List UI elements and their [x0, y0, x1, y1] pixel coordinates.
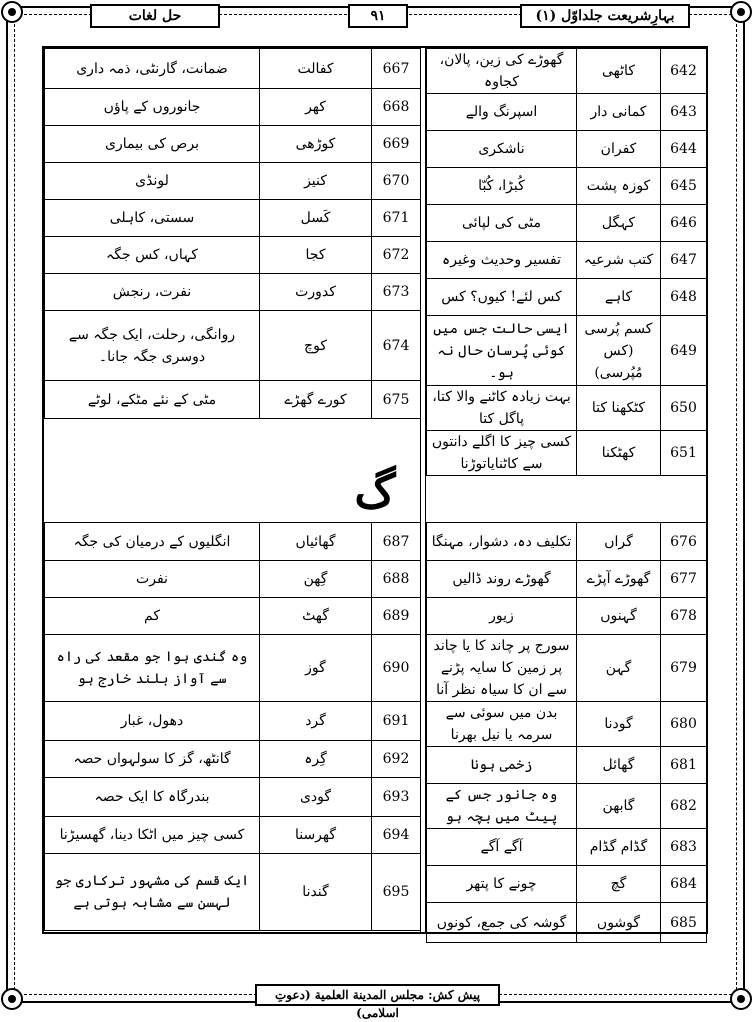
entry-meaning: سورج پر چاند کا یا چاند پر زمین کا سایہ پڑنے سے ان کا سیاہ نظر آنا: [427, 635, 577, 702]
entry-meaning: ناشکری: [427, 131, 577, 168]
section-letter-heading: گ: [354, 464, 396, 518]
entry-meaning: جانوروں کے پاؤں: [45, 89, 260, 126]
entry-word: گراں: [577, 523, 661, 561]
entry-word: گابھن: [577, 784, 661, 829]
entry-word: گچ: [577, 866, 661, 903]
entry-meaning: لونڈی: [45, 163, 260, 200]
table-row: [427, 242, 707, 279]
entry-word: گہنوں: [577, 598, 661, 635]
entry-meaning: ایک قسم کی مشہور ترکاری جو لہسن سے مشابہ ہوتی ہے: [45, 854, 260, 931]
entry-meaning: کس لئے! کیوں؟ کس: [427, 279, 577, 316]
entry-word: گوز: [260, 635, 372, 702]
entry-word: کتب شرعیہ: [577, 242, 661, 279]
table-row: [427, 168, 707, 205]
table-row: [45, 274, 421, 311]
entry-number: 688: [372, 561, 421, 598]
entry-meaning: کم: [45, 598, 260, 635]
entry-meaning: وہ گندی ہوا جو مقعد کی راہ سے آواز بلند خارج ہو: [45, 635, 260, 702]
entry-number: 687: [372, 523, 421, 561]
entry-number: 672: [372, 237, 421, 274]
entry-meaning: برص کی بیماری: [45, 126, 260, 163]
entry-number: 694: [372, 817, 421, 854]
table-row: [427, 279, 707, 316]
table-k-right: [426, 48, 707, 476]
entry-number: 649: [661, 316, 707, 386]
entry-meaning: نفرت: [45, 561, 260, 598]
entry-word: گودی: [260, 778, 372, 817]
table-row: [427, 903, 707, 943]
table-row: [45, 598, 421, 635]
entry-number: 674: [372, 311, 421, 381]
table-row: [427, 131, 707, 168]
entry-number: 647: [661, 242, 707, 279]
table-row: [45, 49, 421, 89]
table-row: [427, 784, 707, 829]
entry-meaning: گانٹھ، گز کا سولہواں حصہ: [45, 741, 260, 778]
entry-number: 673: [372, 274, 421, 311]
entry-number: 692: [372, 741, 421, 778]
entry-word: گرد: [260, 702, 372, 741]
entry-word: کجا: [260, 237, 372, 274]
table-row: [45, 311, 421, 381]
entry-number: 667: [372, 49, 421, 89]
entry-word: گھرسنا: [260, 817, 372, 854]
entry-meaning: کسی چیز میں اٹکا دینا، گھسیڑنا: [45, 817, 260, 854]
table-row: [427, 702, 707, 747]
entry-word: کدورت: [260, 274, 372, 311]
corner-ornament-top-left: [1, 1, 23, 23]
entry-word: کٹکھنا کتا: [577, 386, 661, 431]
table-row: [45, 854, 421, 931]
table-row: [45, 381, 421, 419]
entry-number: 651: [661, 431, 707, 476]
table-row: [427, 635, 707, 702]
entry-number: 685: [661, 903, 707, 943]
table-row: [45, 523, 421, 561]
entry-number: 684: [661, 866, 707, 903]
table-row: [427, 205, 707, 242]
entry-meaning: بندرگاہ کا ایک حصہ: [45, 778, 260, 817]
entry-meaning: کہاں، کس جگہ: [45, 237, 260, 274]
entry-number: 693: [372, 778, 421, 817]
entry-number: 646: [661, 205, 707, 242]
entry-number: 690: [372, 635, 421, 702]
entry-word: کمانی دار: [577, 94, 661, 131]
header-page-number: ۹۱: [348, 4, 408, 28]
entry-word: کھر: [260, 89, 372, 126]
entry-number: 681: [661, 747, 707, 784]
header-section-label: حل لغات: [90, 4, 220, 28]
entry-meaning: زخمی ہونا: [427, 747, 577, 784]
entry-meaning: گوشہ کی جمع، کونوں: [427, 903, 577, 943]
entry-number: 670: [372, 163, 421, 200]
table-row: [45, 200, 421, 237]
table-g-right: [426, 522, 707, 943]
entry-number: 642: [661, 49, 707, 94]
entry-meaning: وہ جانور جس کے پیٹ میں بچہ ہو: [427, 784, 577, 829]
entry-word: کوڑھی: [260, 126, 372, 163]
entry-meaning: کُبڑا، کُبّا: [427, 168, 577, 205]
entry-number: 691: [372, 702, 421, 741]
entry-meaning: زیور: [427, 598, 577, 635]
table-row: [427, 747, 707, 784]
table-row: [427, 829, 707, 866]
table-row: [427, 386, 707, 431]
entry-meaning: گھوڑے روند ڈالیں: [427, 561, 577, 598]
corner-ornament-bottom-left: [1, 988, 23, 1010]
entry-word: کفران: [577, 131, 661, 168]
entry-number: 676: [661, 523, 707, 561]
entry-meaning: تفسیر وحدیث وغیرہ: [427, 242, 577, 279]
entry-number: 643: [661, 94, 707, 131]
entry-word: گھائل: [577, 747, 661, 784]
entry-word: گڈام گڈام: [577, 829, 661, 866]
entry-number: 689: [372, 598, 421, 635]
entry-meaning: ایسی حالت جس میں کوئی پُرسان حال نہ ہو۔: [427, 316, 577, 386]
entry-word: گھوڑے آپڑے: [577, 561, 661, 598]
entry-number: 650: [661, 386, 707, 431]
entry-meaning: بہت زیادہ کاٹنے والا کتا، پاگل کتا: [427, 386, 577, 431]
entry-word: گودنا: [577, 702, 661, 747]
entry-meaning: گھوڑے کی زین، پالان، کجاوہ: [427, 49, 577, 94]
entry-meaning: تکلیف دہ، دشوار، مہنگا: [427, 523, 577, 561]
entry-word: گوشوں: [577, 903, 661, 943]
entry-number: 668: [372, 89, 421, 126]
footer-publisher: پیش کش: مجلس المدینة العلمیة (دعوتِ اسلامی): [255, 984, 500, 1006]
entry-word: گہن: [577, 635, 661, 702]
entry-word: کوزہ پشت: [577, 168, 661, 205]
table-row: [427, 598, 707, 635]
entry-number: 644: [661, 131, 707, 168]
entry-number: 645: [661, 168, 707, 205]
entry-word: گندنا: [260, 854, 372, 931]
entry-meaning: مٹی کے نئے مٹکے، لوٹے: [45, 381, 260, 419]
entry-meaning: سستی، کاہلی: [45, 200, 260, 237]
header-book-title: بہارِشریعت جلداوّل (۱): [520, 4, 690, 28]
table-row: [45, 126, 421, 163]
table-row: [45, 741, 421, 778]
corner-ornament-bottom-right: [730, 988, 752, 1010]
entry-number: 669: [372, 126, 421, 163]
entry-number: 695: [372, 854, 421, 931]
table-row: [45, 817, 421, 854]
table-row: [45, 778, 421, 817]
table-row: [45, 702, 421, 741]
entry-meaning: مٹی کی لپائی: [427, 205, 577, 242]
entry-word: کہگل: [577, 205, 661, 242]
entry-meaning: چونے کا پتھر: [427, 866, 577, 903]
table-row: [427, 523, 707, 561]
entry-meaning: انگلیوں کے درمیان کی جگہ: [45, 523, 260, 561]
entry-word: کاہے: [577, 279, 661, 316]
table-row: [45, 561, 421, 598]
entry-word: گھٹ: [260, 598, 372, 635]
entry-number: 648: [661, 279, 707, 316]
entry-number: 679: [661, 635, 707, 702]
table-row: [45, 635, 421, 702]
entry-number: 683: [661, 829, 707, 866]
corner-ornament-top-right: [730, 1, 752, 23]
entry-word: گِرہ: [260, 741, 372, 778]
entry-number: 678: [661, 598, 707, 635]
table-row: [45, 237, 421, 274]
table-row: [45, 163, 421, 200]
entry-number: 680: [661, 702, 707, 747]
entry-meaning: کسی چیز کا اگلے دانتوں سے کاٹنایاتوڑنا: [427, 431, 577, 476]
entry-meaning: آگے آگے: [427, 829, 577, 866]
entry-meaning: روانگی، رحلت، ایک جگہ سے دوسری جگہ جانا۔: [45, 311, 260, 381]
entry-word: کورے گھڑے: [260, 381, 372, 419]
table-row: [427, 94, 707, 131]
entry-number: 682: [661, 784, 707, 829]
table-row: [427, 866, 707, 903]
entry-word: کفالت: [260, 49, 372, 89]
entry-word: کنیز: [260, 163, 372, 200]
entry-meaning: اسپرنگ والے: [427, 94, 577, 131]
table-g-left: [44, 522, 421, 931]
entry-number: 671: [372, 200, 421, 237]
table-row: [427, 316, 707, 386]
table-row: [45, 89, 421, 126]
table-k-left: [44, 48, 421, 419]
entry-number: 675: [372, 381, 421, 419]
entry-word: گِھن: [260, 561, 372, 598]
entry-word: کَسل: [260, 200, 372, 237]
entry-word: کوچ: [260, 311, 372, 381]
entry-meaning: ضمانت، گارنٹی، ذمہ داری: [45, 49, 260, 89]
entry-meaning: نفرت، رنجش: [45, 274, 260, 311]
entry-meaning: بدن میں سوئی سے سرمہ یا نیل بھرنا: [427, 702, 577, 747]
entry-number: 677: [661, 561, 707, 598]
glossary-content: [42, 46, 708, 934]
entry-word: گھائیاں: [260, 523, 372, 561]
table-row: [427, 561, 707, 598]
entry-word: کھٹکنا: [577, 431, 661, 476]
entry-meaning: دھول، غبار: [45, 702, 260, 741]
table-row: [427, 49, 707, 94]
entry-word: کاٹھی: [577, 49, 661, 94]
entry-word: کسم پُرسی (کس مُپُرسی): [577, 316, 661, 386]
